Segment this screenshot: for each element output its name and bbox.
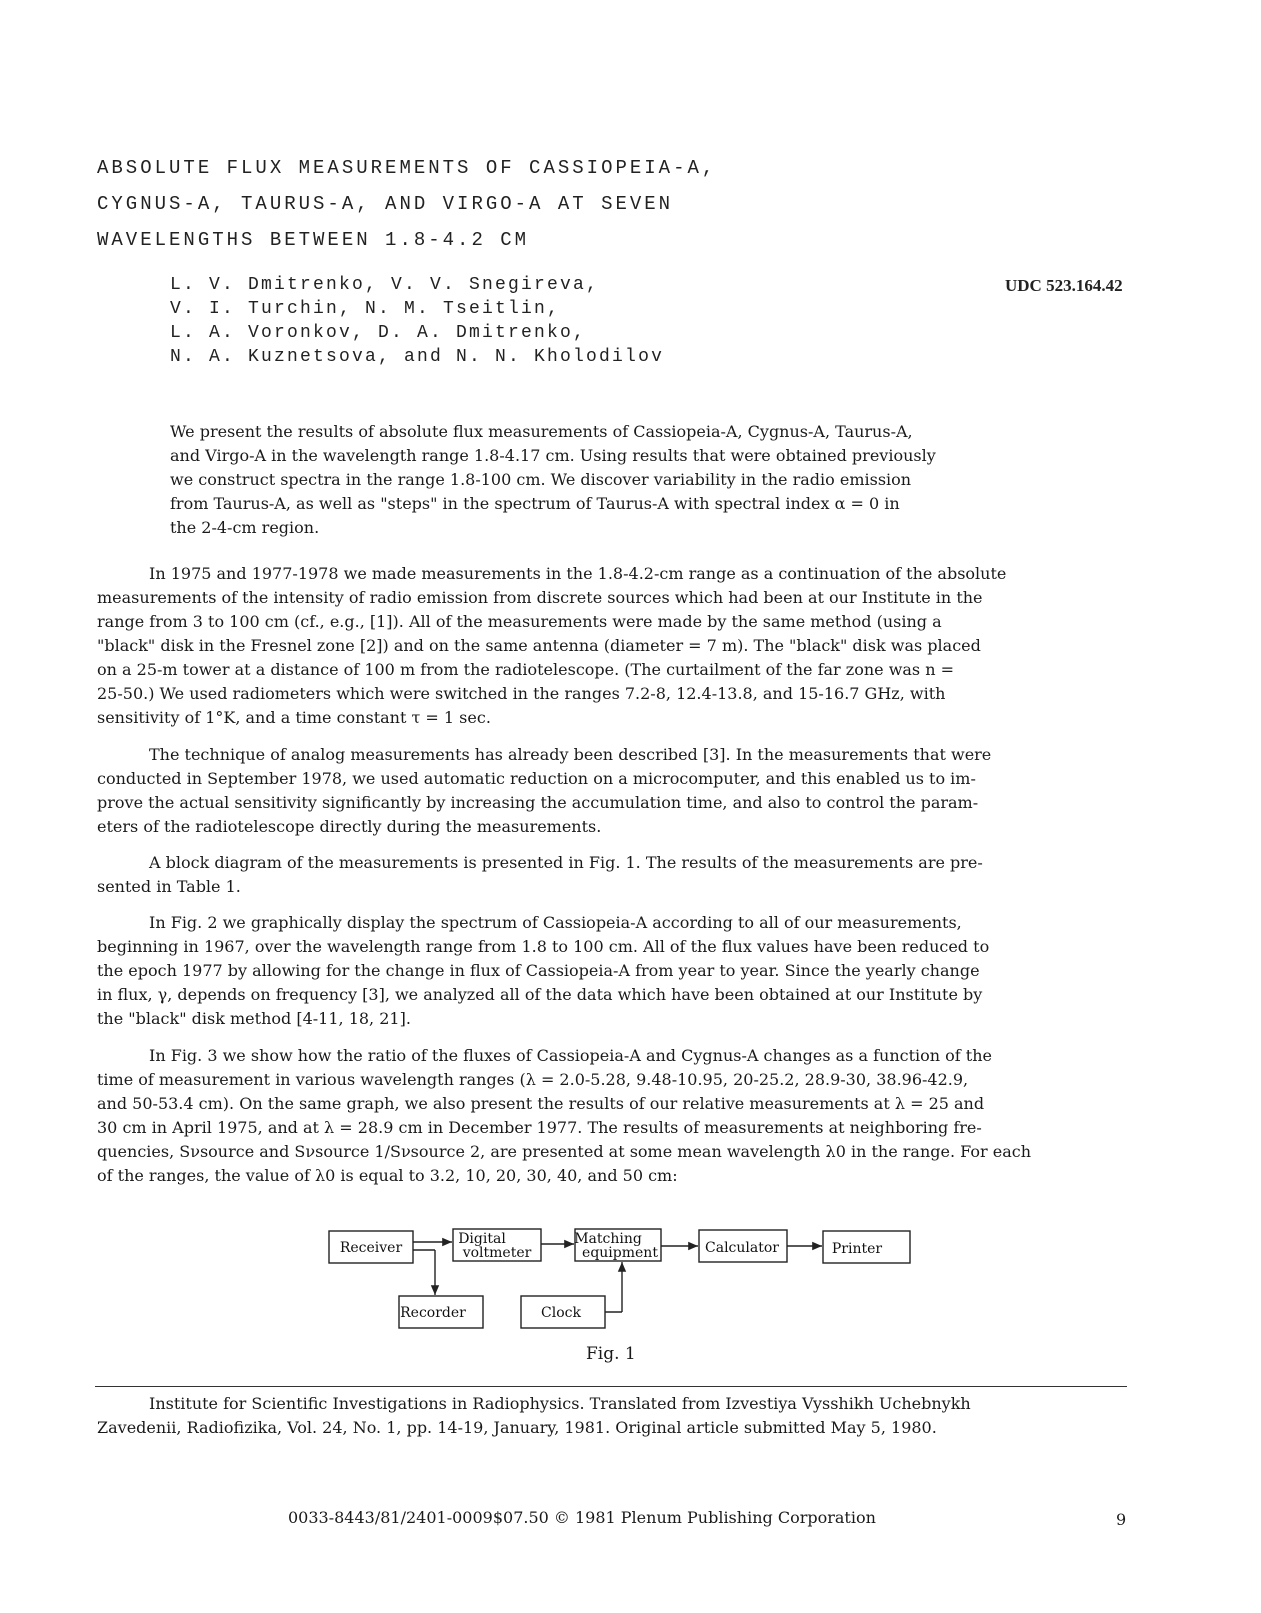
voltmeter-label-line2: voltmeter [462,1245,532,1261]
clock-label: Clock [541,1305,581,1321]
footnote-divider [95,1386,1127,1387]
title-line: CYGNUS-A, TAURUS-A, AND VIRGO-A AT SEVEN [97,193,674,215]
footnote-line: Zavedenii, Radiofizika, Vol. 24, No. 1, pp. 14-19, January, 1981. Original article submitted May 5, 1980. [97,1418,937,1437]
footnote-line: Institute for Scientific Investigations in Radiophysics. Translated from Izvestiya Vysshikh Uchebnykh [149,1394,971,1413]
body-line: conducted in September 1978, we used automatic reduction on a microcomputer, and this enabled us to im- [97,769,976,788]
title-line: WAVELENGTHS BETWEEN 1.8-4.2 CM [97,229,530,251]
body-line: time of measurement in various wavelength ranges (λ = 2.0-5.28, 9.48-10.95, 20-25.2, 28.9-30, 38.96-42.9, [97,1070,969,1089]
figure-caption: Fig. 1 [586,1344,636,1364]
body-line: on a 25-m tower at a distance of 100 m from the radiotelescope. (The curtailment of the far zone was n = [97,660,955,679]
abstract-line: we construct spectra in the range 1.8-100 cm. We discover variability in the radio emission [170,470,912,489]
author-line: V. I. Turchin, N. M. Tseitlin, [170,299,561,319]
body-line: "black" disk in the Fresnel zone [2]) and on the same antenna (diameter = 7 m). The "black" disk was placed [97,636,981,655]
body-line: the epoch 1977 by allowing for the change in flux of Cassiopeia-A from year to year. Since the yearly change [97,961,980,980]
title-line: ABSOLUTE FLUX MEASUREMENTS OF CASSIOPEIA-A, [97,157,717,179]
author-list [170,273,664,369]
author-line: N. A. Kuznetsova, and N. N. Kholodilov [170,347,665,367]
body-line: sensitivity of 1°K, and a time constant τ = 1 sec. [97,708,491,727]
paragraph-4 [97,911,1137,1031]
body-line: The technique of analog measurements has already been described [3]. In the measurements that were [149,745,992,764]
body-line: In Fig. 2 we graphically display the spectrum of Cassiopeia-A according to all of our measurements, [149,913,962,932]
body-line: and 50-53.4 cm). On the same graph, we also present the results of our relative measurements at λ = 25 and [97,1094,985,1113]
body-line: measurements of the intensity of radio emission from discrete sources which had been at our Institute in the [97,588,983,607]
body-line: 30 cm in April 1975, and at λ = 28.9 cm in December 1977. The results of measurements at neighboring fre- [97,1118,982,1137]
paragraph-5 [97,1044,1137,1188]
abstract-line: the 2-4-cm region. [170,518,320,537]
body-line: eters of the radiotelescope directly during the measurements. [97,817,602,836]
copyright-line: 0033-8443/81/2401-0009$07.50 © 1981 Plenum Publishing Corporation [288,1508,876,1527]
recorder-label: Recorder [400,1305,466,1321]
body-line: beginning in 1967, over the wavelength range from 1.8 to 100 cm. All of the flux values have been reduced to [97,937,990,956]
author-line: L. V. Dmitrenko, V. V. Snegireva, [170,275,600,295]
page-number: 9 [1116,1510,1127,1529]
body-line: of the ranges, the value of λ0 is equal to 3.2, 10, 20, 30, 40, and 50 cm: [97,1166,678,1185]
body-line: quencies, Sνsource and Sνsource 1/Sνsource 2, are presented at some mean wavelength λ0 in the range. For each [97,1142,1031,1161]
abstract-line: We present the results of absolute flux measurements of Cassiopeia-A, Cygnus-A, Taurus-A, [170,422,913,441]
paragraph-1 [97,562,1137,730]
body-line: the "black" disk method [4-11, 18, 21]. [97,1009,411,1028]
receiver-label: Receiver [339,1240,403,1256]
paper-title [97,150,716,258]
body-line: in flux, γ, depends on frequency [3], we analyzed all of the data which have been obtained at our Institute by [97,985,983,1004]
udc-code: UDC 523.164.42 [1005,276,1123,295]
block-diagram [320,1222,920,1342]
matching-label-line2: equipment [582,1245,658,1261]
voltmeter-label-line1: Digital [458,1231,506,1247]
body-line: range from 3 to 100 cm (cf., e.g., [1]). All of the measurements were made by the same method (using a [97,612,942,631]
body-line: 25-50.) We used radiometers which were switched in the ranges 7.2-8, 12.4-13.8, and 15-16.7 GHz, with [97,684,946,703]
body-line: A block diagram of the measurements is presented in Fig. 1. The results of the measurements are pre- [149,853,983,872]
matching-label-line1: Matching [574,1231,642,1247]
printer-label: Printer [831,1241,883,1257]
body-line: In 1975 and 1977-1978 we made measurements in the 1.8-4.2-cm range as a continuation of the absolute [149,564,1007,583]
author-line: L. A. Voronkov, D. A. Dmitrenko, [170,323,587,343]
abstract-line: from Taurus-A, as well as "steps" in the spectrum of Taurus-A with spectral index α = 0 in [170,494,900,513]
body-line: prove the actual sensitivity significantly by increasing the accumulation time, and also to control the param- [97,793,979,812]
body-line: sented in Table 1. [97,877,241,896]
paragraph-2 [97,743,1137,839]
footnote [97,1392,1137,1440]
calculator-label: Calculator [705,1240,779,1256]
abstract [170,420,1060,540]
abstract-line: and Virgo-A in the wavelength range 1.8-4.17 cm. Using results that were obtained previously [170,446,936,465]
paragraph-3 [97,851,1137,899]
body-line: In Fig. 3 we show how the ratio of the fluxes of Cassiopeia-A and Cygnus-A changes as a function of the [149,1046,992,1065]
